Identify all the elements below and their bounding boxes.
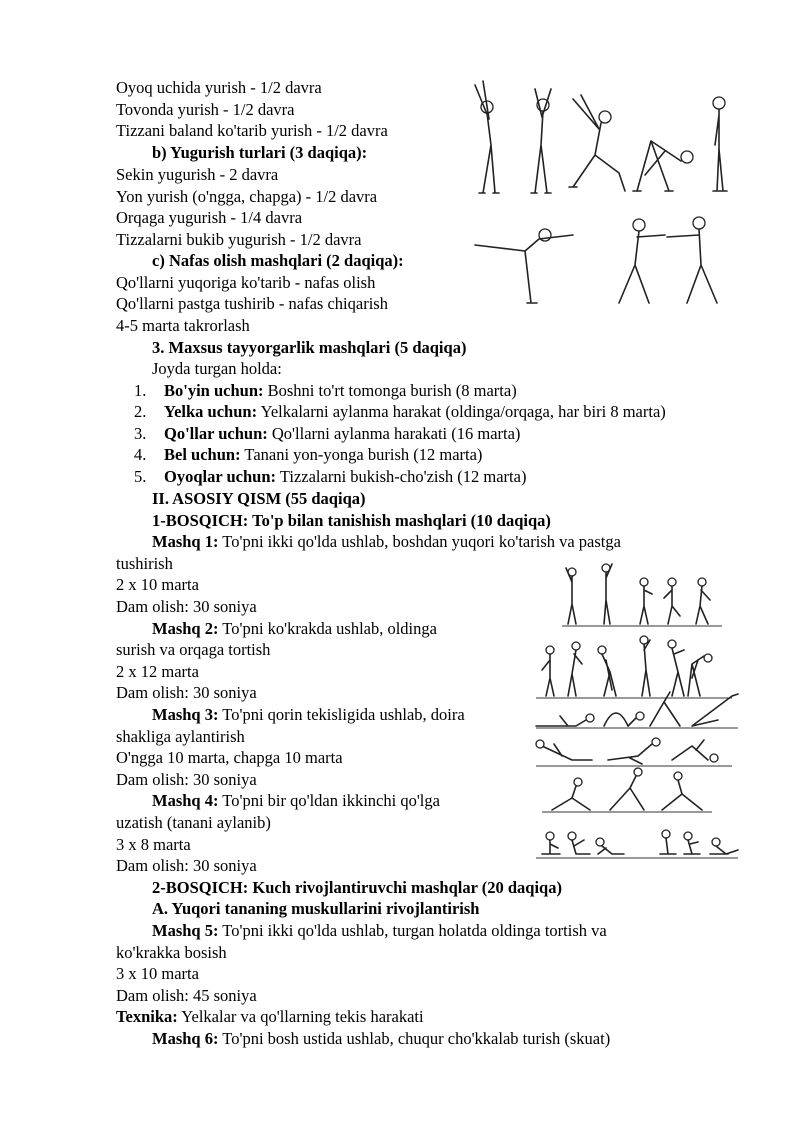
ex6-line [152,1028,610,1050]
stage1-heading: 1-BOSQICH: To'p bilan tanishish mashqlari (10 daqiqa) [152,511,551,530]
breath-line-3: 4-5 marta takrorlash [116,316,250,335]
ex4-text: To'pni bir qo'ldan ikkinchi qo'lga [218,791,440,810]
lunge-figure-icon [569,95,625,191]
technique-label: Texnika: [116,1007,178,1026]
item-label: Bel uchun: [164,445,241,464]
ex2-text: To'pni ko'krakda ushlab, oldinga [218,619,437,638]
item-text: Boshni to'rt tomonga burish (8 marta) [263,381,517,400]
item-text: Tanani yon-yonga burish (12 marta) [240,445,483,464]
ex3-reps: O'ngga 10 marta, chapga 10 marta [116,748,343,767]
arms-up-figure-icon [531,89,551,193]
ex6-text: To'pni bosh ustida ushlab, chuqur cho'kkalab turish (skuat) [218,1029,611,1048]
ex1-label: Mashq 1: [152,532,219,551]
list-item [164,423,520,445]
ex1-text: To'pni ikki qo'lda ushlab, boshdan yuqori ko'tarish va pastga [218,532,621,551]
run-line-4: Tizzalarni bukib yugurish - 1/2 davra [116,230,362,249]
kneeling-row-icon [542,768,712,812]
ex1-cont: tushirish [116,554,173,573]
item-label: Oyoqlar uchun: [164,467,277,486]
item-number: 2. [134,402,147,421]
stretch-figure-icon [475,81,499,193]
breath-heading: c) Nafas olish mashqlari (2 daqiqa): [152,251,404,270]
item-number: 1. [134,381,147,400]
sitting-row-icon [536,830,738,858]
lying-row-icon [536,738,732,766]
breath-line-1: Qo'llarni yuqoriga ko'tarib - nafas olish [116,273,376,292]
standing-row-icon [562,564,722,626]
main-heading: II. ASOSIY QISM (55 daqiqa) [152,489,366,508]
ex5-line [152,920,607,942]
warmup-exercise-illustration [455,75,745,315]
ex2-cont: surish va orqaga tortish [116,640,271,659]
ex5-reps: 3 x 10 marta [116,964,199,983]
item-label: Yelka uchun: [164,402,258,421]
ex3-rest: Dam olish: 30 soniya [116,770,257,789]
item-text: Qo'llarni aylanma harakati (16 marta) [267,424,521,443]
ex1-rest: Dam olish: 30 soniya [116,597,257,616]
ex5-cont: ko'krakka bosish [116,943,227,962]
ex5-text: To'pni ikki qo'lda ushlab, turgan holatda oldinga tortish va [218,921,607,940]
special-intro: Joyda turgan holda: [152,359,282,378]
ex4-reps: 3 x 8 marta [116,835,191,854]
ex4-label: Mashq 4: [152,791,219,810]
technique-text: Yelkalar va qo'llarning tekis harakati [177,1007,424,1026]
balance-figure-icon [475,229,573,303]
special-heading: 3. Maxsus tayyorgarlik mashqlari (5 daqiqa) [152,338,467,357]
bending-row-icon [536,636,732,698]
ex1-reps: 2 x 10 marta [116,575,199,594]
run-heading: b) Yugurish turlari (3 daqiqa): [152,143,368,162]
item-label: Bo'yin uchun: [164,381,264,400]
ex4-line [152,790,440,812]
item-number: 3. [134,424,147,443]
run-line-2: Yon yurish (o'ngga, chapga) - 1/2 davra [116,187,378,206]
list-item [164,444,482,466]
ex2-rest: Dam olish: 30 soniya [116,683,257,702]
technique-line [116,1006,424,1028]
ex2-label: Mashq 2: [152,619,219,638]
ex2-reps: 2 x 12 marta [116,662,199,681]
run-line-1: Sekin yugurish - 2 davra [116,165,279,184]
breath-line-2: Qo'llarni pastga tushirib - nafas chiqarish [116,294,388,313]
stage2-heading: 2-BOSQICH: Kuch rivojlantiruvchi mashqlar (20 daqiqa) [152,878,562,897]
list-item [164,466,526,488]
subA-heading: A. Yuqori tananing muskullarini rivojlantirish [152,899,480,918]
ex3-line [152,704,465,726]
item-label: Qo'llar uchun: [164,424,268,443]
floor-exercise-row-icon [536,692,738,728]
ex3-text: To'pni qorin tekisligida ushlab, doira [218,705,465,724]
walk-line-1: Oyoq uchida yurish - 1/2 davra [116,78,322,97]
ball-exercise-illustration [532,560,742,865]
item-number: 4. [134,445,147,464]
item-number: 5. [134,467,147,486]
ex6-label: Mashq 6: [152,1029,219,1048]
list-item [164,401,666,423]
forward-bend-figure-icon [633,141,693,191]
ex1-line [152,531,621,553]
ex3-cont: shakliga aylantirish [116,727,245,746]
run-line-3: Orqaga yugurish - 1/4 davra [116,208,303,227]
walk-line-2: Tovonda yurish - 1/2 davra [116,100,295,119]
list-item [164,380,517,402]
item-text: Yelkalarni aylanma harakat (oldinga/orqaga, har biri 8 marta) [257,402,666,421]
ex3-label: Mashq 3: [152,705,219,724]
ex2-line [152,618,437,640]
partner-exercise-figure-icon [619,217,717,303]
ex4-cont: uzatish (tanani aylanib) [116,813,271,832]
standing-figure-icon [713,97,727,191]
ex5-label: Mashq 5: [152,921,219,940]
walk-line-3: Tizzani baland ko'tarib yurish - 1/2 davra [116,121,388,140]
ex5-rest: Dam olish: 45 soniya [116,986,257,1005]
item-text: Tizzalarni bukish-cho'zish (12 marta) [276,467,527,486]
ex4-rest: Dam olish: 30 soniya [116,856,257,875]
